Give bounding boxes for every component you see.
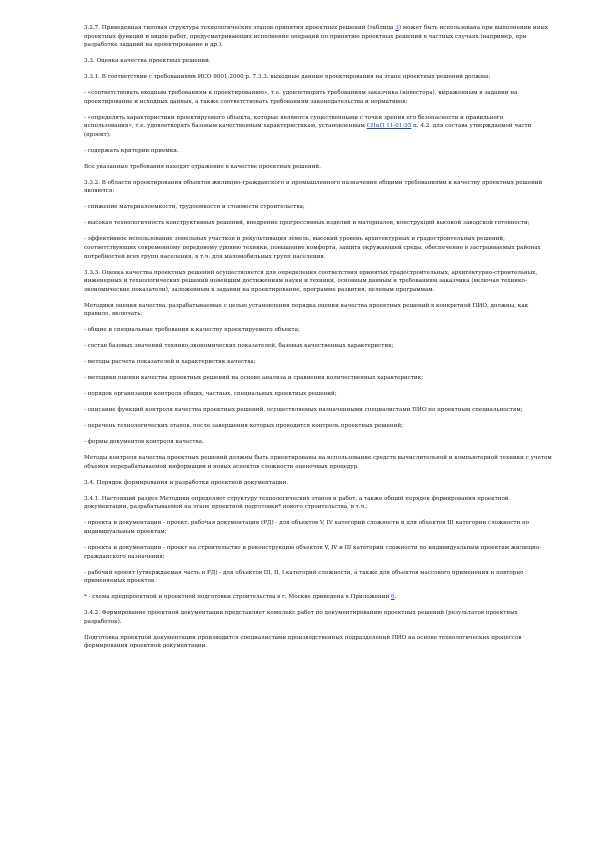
document-page <box>84 24 554 658</box>
paragraph-text: 3.4. Порядок формирования и разработки проектной документации. <box>84 479 289 486</box>
paragraph-text: - проекта и документации - проект на строительство и реконструкцию объектов V, IV и III категории сложности по индивидуальным проектам жилищно-гражданского назначения; <box>84 544 542 560</box>
paragraph-p333h <box>84 422 554 431</box>
paragraph-p333b <box>84 326 554 335</box>
paragraph-text: - рабочий проект (утверждаемая часть и РД) - для объектов III, II, I категорий сложности, а также для объектов массового применения и повторно применяемых проектов. <box>84 569 524 585</box>
paragraph-text: - состав базовых значений технико-экономических показателей, базовых качественных характеристик; <box>84 343 394 350</box>
paragraph-text: - эффективное использование земельных участков и рекультивация земель, высокий уровень архитектурных и градостроительных решений, соответствующих современному передовому уровню техники, повышение комфорта, защита окружающей среды, обеспечение в застраиваемых районах потребностей всех групп населения, в т.ч. для маломобильных групп населения. <box>84 236 541 260</box>
paragraph-text: - снижение материалоемкости, трудоемкости и стоимости строительства; <box>84 204 305 211</box>
paragraph-text: 3.2.7. Приведенная типовая структура технологических этапов принятия проектных решений (таблица <box>84 25 396 31</box>
paragraph-text: - содержать критерии приемки. <box>84 147 179 154</box>
paragraph-p333d <box>84 358 554 367</box>
paragraph-p331a <box>84 89 554 106</box>
paragraph-text: - описание функций контроля качества проектных решений, осуществляемых назначенными специалистами ПИО по проектным специальностям; <box>84 407 523 414</box>
paragraph-p331c <box>84 147 554 156</box>
paragraph-p333 <box>84 269 554 295</box>
paragraph-p333e <box>84 374 554 383</box>
paragraph-text: 3.4.1. Настоящий раздел Методики определяет структуру технологических этапов и работ, а также общий порядок формирования проектной документации, разрабатываемой на этапе проектной подготовки* нового строительства, в т.ч.: <box>84 495 509 511</box>
paragraph-p342a <box>84 634 554 651</box>
paragraph-text: Все указанные требования находят отражение в качестве проектных решений. <box>84 163 321 170</box>
paragraph-text: - методы расчета показателей и характеристик качества; <box>84 359 256 366</box>
paragraph-p342 <box>84 609 554 626</box>
paragraph-text: - перечень технологических этапов, после завершения которых проводится контроль проектных решений; <box>84 423 403 430</box>
paragraph-text: 3.3.3. Оценка качества проектных решений осуществляется для определения соответствия принятых градостроительных, архитектурно-строительных, инженерных и технологических решений новейшим достижениям науки и техники, основным данным и требованиям заказчика (включая технико-экономические показатели), заложенным в задании на проектирование, программе развития, целевым программам. <box>84 269 538 293</box>
paragraph-p332 <box>84 179 554 196</box>
paragraph-text: Методики оценки качества, разрабатываемые с целью установления порядка оценки качества проектных решений в конкретной ПИО, должны, как правило, включать: <box>84 302 529 318</box>
paragraph-p341a <box>84 519 554 536</box>
paragraph-text: - «соответствовать входным требованиям к проектированию», т.е. удовлетворять требованиям заказчика (инвестора), выраженным в задании на проектирование и исходных данных, а также соответствовать требованиям законодательства и нормативов; <box>84 90 518 105</box>
paragraph-p331 <box>84 73 554 82</box>
paragraph-p327 <box>84 24 554 50</box>
paragraph-text: - общие и специальные требования к качеству проектируемого объекта; <box>84 327 300 334</box>
paragraph-p332b <box>84 219 554 228</box>
paragraph-p333i <box>84 438 554 447</box>
paragraph-text: - высокая технологичность конструктивных решений, внедрение прогрессивных изделий и материалов, конструкций высокой заводской готовности; <box>84 220 530 227</box>
paragraph-p341c <box>84 569 554 586</box>
paragraph-p341b <box>84 544 554 561</box>
paragraph-p341 <box>84 495 554 512</box>
paragraph-p33 <box>84 57 554 66</box>
paragraph-p333f <box>84 390 554 399</box>
reference-link[interactable]: 3 <box>395 25 399 31</box>
paragraph-text: 3.3. Оценка качества проектных решений. <box>84 58 211 65</box>
paragraph-text: - формы документов контроля качества. <box>84 439 204 446</box>
paragraph-p333g <box>84 406 554 415</box>
paragraph-p331d <box>84 163 554 172</box>
reference-link[interactable]: СНиП 11-01-95 <box>366 123 412 130</box>
paragraph-text: * - схема предпроектной и проектной подготовки строительства в г. Москве приведена в Приложении <box>84 594 392 601</box>
paragraph-text: 3.3.1. В соответствии с требованиями ИСО 9001:2000 р. 7.3.3. выходные данные проектирования на этапе проектных решений должны: <box>84 74 491 81</box>
paragraph-p333j <box>84 454 554 471</box>
paragraph-text: - «определять характеристики проектируемого объекта, которые являются существенными с точки зрения его безопасности и правильного использования», т.е. удовлетворять базовым качественным характеристикам, установленным <box>84 114 504 130</box>
paragraph-text: Подготовка проектной документации производится специалистами производственных подразделений ПИО на основе технологических процессов формирования проектной документации. <box>84 634 522 650</box>
paragraph-p34 <box>84 479 554 488</box>
paragraph-text: . <box>394 594 397 601</box>
paragraph-text: 3.4.2. Формирование проектной документации представляет комплекс работ по документированию проектных решений (результатов проектных разработок). <box>84 610 518 625</box>
paragraph-p331b <box>84 114 554 140</box>
paragraph-p332c <box>84 235 554 261</box>
paragraph-text: Методы контроля качества проектных решений должны быть ориентированы на использование средств вычислительной и компьютерной техники с учетом объемов перерабатываемой информации и новых аспектов сложности оценочных процедур. <box>84 455 552 470</box>
paragraph-text: - методики оценки качества проектных решений на основе анализа и сравнения количественных характеристик; <box>84 375 424 382</box>
paragraph-text: 3.3.2. В области проектирования объектов жилищно-гражданского и промышленного назначения общими требованиями к качеству проектных решений являются: <box>84 179 543 195</box>
paragraph-text: п. 4.2. для состава утверждаемой части (проект); <box>84 123 532 138</box>
paragraph-text: - проекта и документации - проект, рабочая документация (РД) - для объектов V, IV категорий сложности и для объектов III категории сложности по индивидуальным проектам; <box>84 520 530 535</box>
paragraph-p332a <box>84 203 554 212</box>
paragraph-text: ) может быть использована при выполнении иных проектных функций и видов работ, предусматривающих исполнение операций по принятию проектных решений в частных случаях (например, при разработке заданий на проектирование и др.). <box>84 25 548 49</box>
paragraph-p333a <box>84 302 554 319</box>
paragraph-text: - порядок организации контроля общих, частных, специальных проектных решений; <box>84 391 337 398</box>
reference-link[interactable]: 6 <box>391 594 395 601</box>
paragraph-p341note <box>84 593 554 602</box>
paragraph-p333c <box>84 342 554 351</box>
